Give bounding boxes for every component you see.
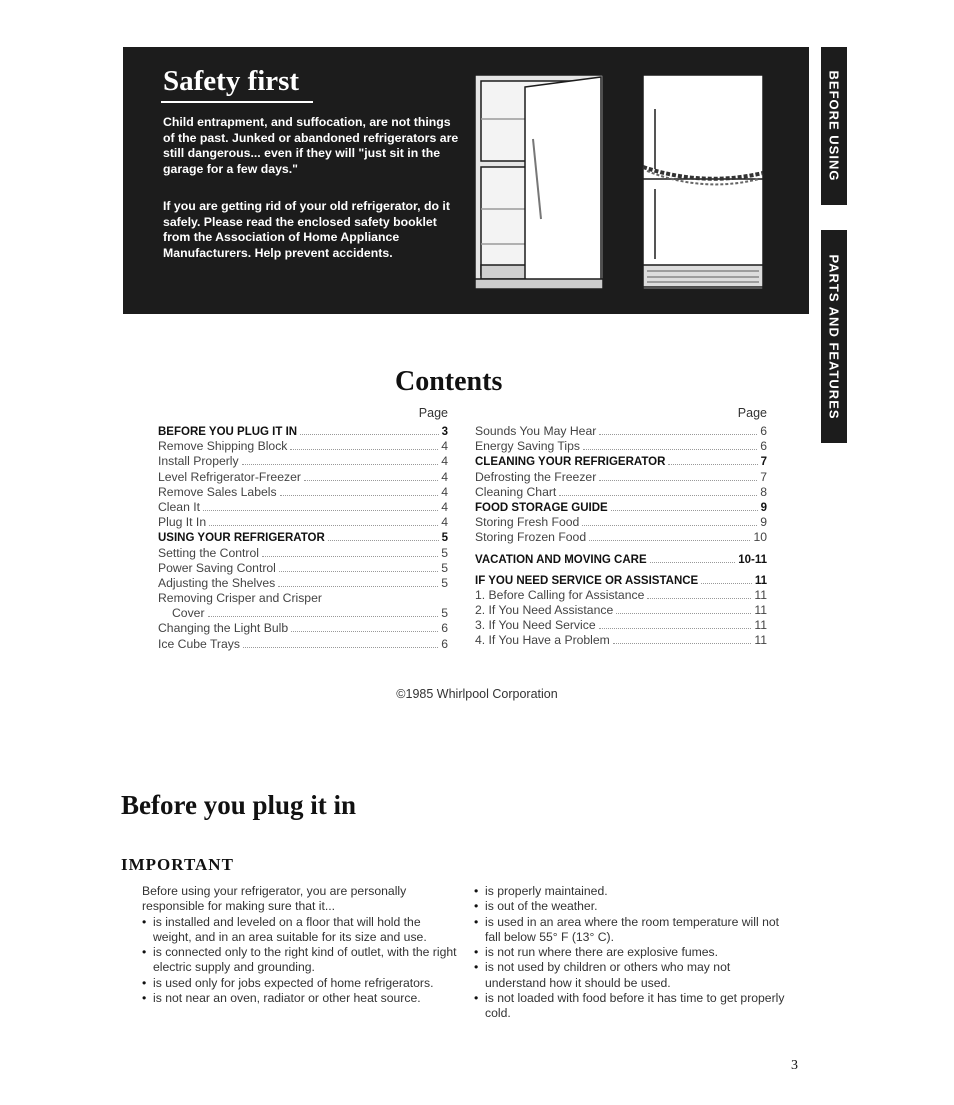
bullet-item: • is not loaded with food before it has time to get properly cold. xyxy=(474,991,792,1022)
toc-entry-label: Energy Saving Tips xyxy=(475,439,581,454)
toc-entry xyxy=(158,546,448,561)
toc-leader-dots xyxy=(599,424,757,435)
safety-banner xyxy=(123,47,809,314)
toc-leader-dots xyxy=(613,633,752,644)
toc-left-column xyxy=(158,406,448,652)
toc-entry xyxy=(158,515,448,530)
important-heading: IMPORTANT xyxy=(121,855,234,874)
toc-entry-page: 6 xyxy=(441,621,448,636)
toc-leader-dots xyxy=(279,561,438,572)
toc-entry-page: 6 xyxy=(760,424,767,438)
toc-entry xyxy=(158,439,448,454)
toc-entry-label: Storing Frozen Food xyxy=(475,530,587,545)
toc-entry-label: Removing Crisper and Crisper xyxy=(158,591,322,606)
toc-leader-dots xyxy=(203,500,438,511)
toc-entry xyxy=(475,485,767,500)
bullet-item: • is not used by children or others who may not understand how it should be used. xyxy=(474,960,792,991)
toc-entry xyxy=(475,470,767,485)
toc-leader-dots xyxy=(668,454,757,465)
toc-entry-page: 6 xyxy=(760,439,767,454)
toc-entry-page: 9 xyxy=(760,515,767,530)
toc-leader-dots xyxy=(290,439,438,450)
toc-entry-page: 4 xyxy=(441,469,448,484)
toc-entry xyxy=(158,561,448,576)
toc-leader-dots xyxy=(650,552,736,563)
toc-entry xyxy=(475,439,767,454)
toc-entry xyxy=(475,633,767,648)
toc-leader-dots xyxy=(262,546,438,557)
toc-entry-label: BEFORE YOU PLUG IT IN xyxy=(158,426,298,438)
toc-entry-label: 4. If You Have a Problem xyxy=(475,633,610,648)
toc-entry-label: Changing the Light Bulb xyxy=(158,621,289,636)
toc-entry-page: 10-11 xyxy=(738,553,767,566)
toc-leader-dots xyxy=(611,500,758,511)
safety-title: Safety first xyxy=(163,65,300,97)
toc-entry-label: Install Properly xyxy=(158,454,239,469)
toc-entry-page: 7 xyxy=(760,469,767,484)
toc-entry xyxy=(158,485,448,500)
bullet-item: • is properly maintained. xyxy=(474,884,792,899)
toc-entry xyxy=(158,454,448,469)
toc-leader-dots xyxy=(583,439,757,450)
safety-paragraph-2: If you are getting rid of your old refrigerator, do it safely. Please read the enclosed safety booklet from the Association of Home Appliance Manufacturers. Help prevent accidents. xyxy=(163,199,450,260)
toc-entry xyxy=(475,618,767,633)
toc-entry xyxy=(475,552,767,567)
toc-leader-dots xyxy=(599,618,752,629)
bullet-item: • is installed and leveled on a floor that will hold the weight, and in an area suitable for its size and use. xyxy=(142,915,458,946)
bullet-item: • is out of the weather. xyxy=(474,899,792,914)
toc-entry xyxy=(475,530,767,545)
toc-entry xyxy=(475,500,767,515)
toc-entry-page: 4 xyxy=(441,484,448,499)
toc-right-list xyxy=(475,424,767,649)
toc-entry xyxy=(158,591,448,606)
toc-leader-dots xyxy=(559,485,757,496)
toc-entry-label: Clean It xyxy=(158,499,201,514)
toc-entry-page: 7 xyxy=(760,456,767,469)
toc-entry-label: USING YOUR REFRIGERATOR xyxy=(158,532,325,545)
refrigerator-illustration xyxy=(467,69,797,293)
toc-entry xyxy=(158,500,448,515)
toc-entry-page: 4 xyxy=(441,454,448,469)
section-title: Before you plug it in xyxy=(121,790,357,820)
toc-leader-dots xyxy=(242,454,439,465)
toc-entry xyxy=(158,530,448,545)
safety-paragraph-1: Child entrapment, and suffocation, are not things of the past. Junked or abandoned refrigerators are still dangerous... even if they will "just sit in the garage for a few days." xyxy=(163,115,459,176)
toc-right-column xyxy=(475,406,767,649)
toc-leader-dots xyxy=(278,576,438,587)
bullet-item: • is used only for jobs expected of home refrigerators. xyxy=(142,976,458,991)
toc-entry-page: 11 xyxy=(754,633,767,648)
toc-entry-page: 4 xyxy=(441,515,448,530)
toc-leader-dots xyxy=(582,515,757,526)
toc-entry-label: IF YOU NEED SERVICE OR ASSISTANCE xyxy=(475,574,699,587)
toc-leader-dots xyxy=(208,606,439,617)
toc-entry xyxy=(475,588,767,603)
toc-leader-dots xyxy=(280,485,439,496)
toc-entry-page: 11 xyxy=(754,587,767,602)
toc-entry-label: Plug It In xyxy=(158,515,207,530)
toc-entry xyxy=(475,454,767,469)
bullet-item: • is not near an oven, radiator or other heat source. xyxy=(142,991,458,1006)
toc-leader-dots xyxy=(304,470,438,481)
contents-title: Contents xyxy=(395,366,503,397)
toc-entry-label: Adjusting the Shelves xyxy=(158,575,276,590)
toc-entry-page: 11 xyxy=(754,618,767,633)
toc-entry-page: 11 xyxy=(754,603,767,618)
toc-entry xyxy=(158,424,448,439)
toc-leader-dots xyxy=(300,424,439,435)
toc-entry-label: Power Saving Control xyxy=(158,560,276,575)
toc-entry-label: 3. If You Need Service xyxy=(475,618,596,633)
toc-entry xyxy=(475,573,767,588)
toc-entry-page: 4 xyxy=(441,499,448,514)
toc-entry-label: Remove Sales Labels xyxy=(158,484,277,499)
toc-entry-page: 5 xyxy=(441,606,448,621)
toc-leader-dots xyxy=(616,603,751,614)
tab-parts-and-features[interactable] xyxy=(821,230,847,443)
toc-entry-label: Cleaning Chart xyxy=(475,484,557,499)
toc-entry-label: 2. If You Need Assistance xyxy=(475,603,614,618)
toc-entry xyxy=(158,576,448,591)
toc-entry-label: CLEANING YOUR REFRIGERATOR xyxy=(475,456,666,469)
toc-entry-page: 4 xyxy=(441,439,448,454)
body-left-column xyxy=(142,884,458,1006)
toc-leader-dots xyxy=(291,621,438,632)
toc-entry-label: Cover xyxy=(172,606,205,621)
tab-before-using[interactable] xyxy=(821,47,847,205)
toc-entry xyxy=(475,603,767,618)
toc-page-label: Page xyxy=(418,406,448,420)
toc-leader-dots xyxy=(328,530,439,541)
safety-title-rule xyxy=(161,101,313,103)
toc-entry-page: 5 xyxy=(441,560,448,575)
toc-leader-dots xyxy=(701,573,752,584)
toc-entry-page: 3 xyxy=(441,426,448,438)
toc-entry-label: VACATION AND MOVING CARE xyxy=(475,553,647,566)
toc-entry-label: Remove Shipping Block xyxy=(158,439,288,454)
toc-entry-page: 11 xyxy=(754,574,767,587)
toc-leader-dots xyxy=(589,530,750,541)
toc-entry-page: 10 xyxy=(753,530,767,545)
toc-entry-page: 5 xyxy=(441,532,448,545)
toc-entry-page: 5 xyxy=(441,545,448,560)
toc-entry-label: Sounds You May Hear xyxy=(475,424,597,438)
toc-entry xyxy=(158,637,448,652)
toc-entry-label: Level Refrigerator-Freezer xyxy=(158,469,301,484)
toc-entry xyxy=(475,424,767,439)
toc-entry-page: 9 xyxy=(760,501,767,514)
toc-entry-label: Ice Cube Trays xyxy=(158,636,240,651)
tab-before-using-label: BEFORE USING xyxy=(826,70,842,182)
toc-entry-page: 6 xyxy=(441,636,448,651)
toc-entry-page: 5 xyxy=(441,575,448,590)
toc-entry xyxy=(158,621,448,636)
toc-entry-label: Setting the Control xyxy=(158,545,259,560)
toc-leader-dots xyxy=(243,637,438,648)
toc-entry xyxy=(158,470,448,485)
toc-entry xyxy=(158,606,448,621)
body-right-column xyxy=(474,884,792,1022)
toc-entry-label: Storing Fresh Food xyxy=(475,515,580,530)
toc-leader-dots xyxy=(647,588,751,599)
toc-entry-label: 1. Before Calling for Assistance xyxy=(475,587,645,602)
page-number: 3 xyxy=(791,1058,798,1073)
tab-parts-and-features-label: PARTS AND FEATURES xyxy=(826,253,842,420)
bullet-item: • is connected only to the right kind of outlet, with the right electric supply and grounding. xyxy=(142,945,458,976)
toc-entry-label: FOOD STORAGE GUIDE xyxy=(475,501,608,514)
copyright-notice: ©1985 Whirlpool Corporation xyxy=(396,687,558,701)
toc-entry-label: Defrosting the Freezer xyxy=(475,469,597,484)
toc-left-list xyxy=(158,424,448,652)
toc-leader-dots xyxy=(209,515,438,526)
toc-entry-page: 8 xyxy=(760,484,767,499)
intro-paragraph: Before using your refrigerator, you are personally responsible for making sure that it... xyxy=(142,884,407,914)
toc-leader-dots xyxy=(599,470,757,481)
bullet-item: • is not run where there are explosive fumes. xyxy=(474,945,792,960)
toc-page-label: Page xyxy=(737,406,767,420)
toc-entry xyxy=(475,515,767,530)
bullet-item: • is used in an area where the room temperature will not fall below 55° F (13° C). xyxy=(474,915,792,946)
